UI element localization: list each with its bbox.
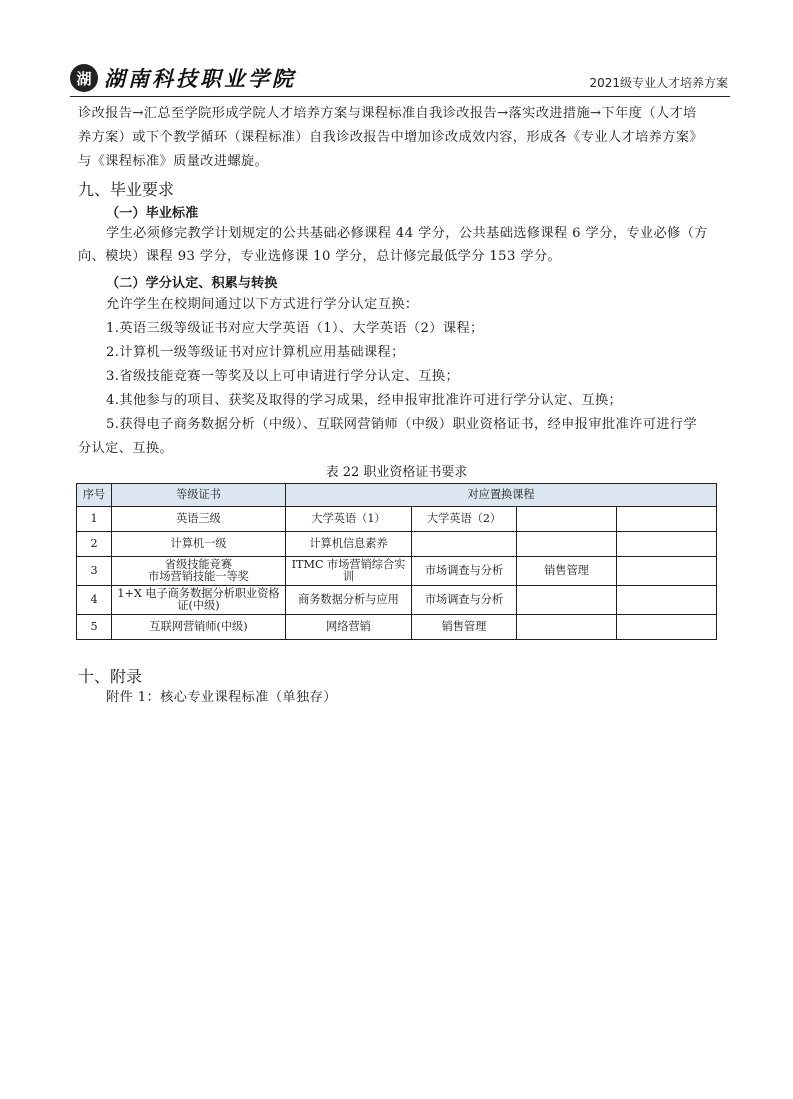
cell-cert: 英语三级 [112, 507, 286, 532]
header-cell-no: 序号 [77, 484, 112, 507]
school-seal-icon: 湖 [70, 64, 98, 92]
cell-no: 1 [77, 507, 112, 532]
subsection-heading-credit: （二）学分认定、积累与转换 [106, 276, 278, 291]
table-row [77, 586, 717, 615]
section-heading-graduation: 九、毕业要求 [78, 180, 175, 199]
list-item: 2.计算机一级等级证书对应计算机应用基础课程； [106, 345, 405, 360]
cell-course [517, 507, 617, 532]
intro-line-2: 养方案）或下个教学循环（课程标准）自我诊改报告中增加诊改成效内容，形成各《专业人才培养方案》 [78, 130, 704, 145]
school-name-logo-text: 湖南科技职业学院 [104, 66, 296, 91]
cell-course: 市场调查与分析 [412, 586, 517, 615]
cell-course: 网络营销 [286, 615, 412, 640]
cell-course [517, 615, 617, 640]
paragraph-line: 向、模块）课程 93 学分，专业选修课 10 学分，总计修完最低学分 153 学分。 [78, 249, 562, 264]
cell-course: 计算机信息素养 [286, 532, 412, 557]
table-row [77, 532, 717, 557]
cell-course [617, 532, 717, 557]
cell-course [617, 507, 717, 532]
school-logo [70, 62, 296, 94]
cell-course [517, 532, 617, 557]
cell-no: 3 [77, 557, 112, 586]
cell-course [412, 532, 517, 557]
header-cell-cert: 等级证书 [112, 484, 286, 507]
list-item: 4.其他参与的项目、获奖及取得的学习成果，经申报审批准许可进行学分认定、互换； [106, 393, 623, 408]
cell-no: 4 [77, 586, 112, 615]
table-row [77, 557, 717, 586]
cell-course: 大学英语（1） [286, 507, 412, 532]
cell-course: 大学英语（2） [412, 507, 517, 532]
intro-line-3: 与《课程标准》质量改进螺旋。 [78, 154, 269, 169]
paragraph-line: 允许学生在校期间通过以下方式进行学分认定互换： [106, 297, 419, 312]
cell-course [617, 557, 717, 586]
cell-course: 商务数据分析与应用 [286, 586, 412, 615]
cell-course [517, 586, 617, 615]
cell-course [617, 615, 717, 640]
cell-course: 销售管理 [412, 615, 517, 640]
subsection-heading-standard: （一）毕业标准 [106, 206, 199, 221]
page-header [70, 60, 730, 98]
cell-course: 销售管理 [517, 557, 617, 586]
table-row [77, 507, 717, 532]
document-title: 2021级专业人才培养方案 [589, 76, 728, 90]
table-row [77, 615, 717, 640]
cell-cert: 省级技能竞赛 市场营销技能一等奖 [112, 557, 286, 586]
table-caption: 表 22 职业资格证书要求 [325, 465, 468, 480]
list-item-continued: 分认定、互换。 [78, 441, 174, 456]
list-item: 5.获得电子商务数据分析（中级）、互联网营销师（中级）职业资格证书，经申报审批准许可进行学 [106, 417, 698, 432]
cell-cert: 互联网营销师(中级) [112, 615, 286, 640]
cell-course: ITMC 市场营销综合实训 [286, 557, 412, 586]
cell-no: 5 [77, 615, 112, 640]
cell-course [617, 586, 717, 615]
header-divider [70, 96, 730, 97]
header-cell-courses: 对应置换课程 [286, 484, 717, 507]
list-item: 3.省级技能竞赛一等奖及以上可申请进行学分认定、互换； [106, 369, 460, 384]
paragraph-line: 学生必须修完教学计划规定的公共基础必修课程 44 学分，公共基础选修课程 6 学分，专业必修（方 [106, 226, 708, 241]
cell-course: 市场调查与分析 [412, 557, 517, 586]
list-item: 1.英语三级等级证书对应大学英语（1）、大学英语（2）课程； [106, 321, 484, 336]
cell-cert: 计算机一级 [112, 532, 286, 557]
section-heading-appendix: 十、附录 [78, 667, 143, 686]
certificate-requirement-table [76, 483, 717, 640]
cell-no: 2 [77, 532, 112, 557]
table-header-row [77, 484, 717, 507]
cell-cert: 1+X 电子商务数据分析职业资格证(中级) [112, 586, 286, 615]
appendix-line: 附件 1：核心专业课程标准（单独存） [106, 690, 337, 705]
intro-line-1: 诊改报告→汇总至学院形成学院人才培养方案与课程标准自我诊改报告→落实改进措施→下年度（人才培 [78, 106, 697, 121]
